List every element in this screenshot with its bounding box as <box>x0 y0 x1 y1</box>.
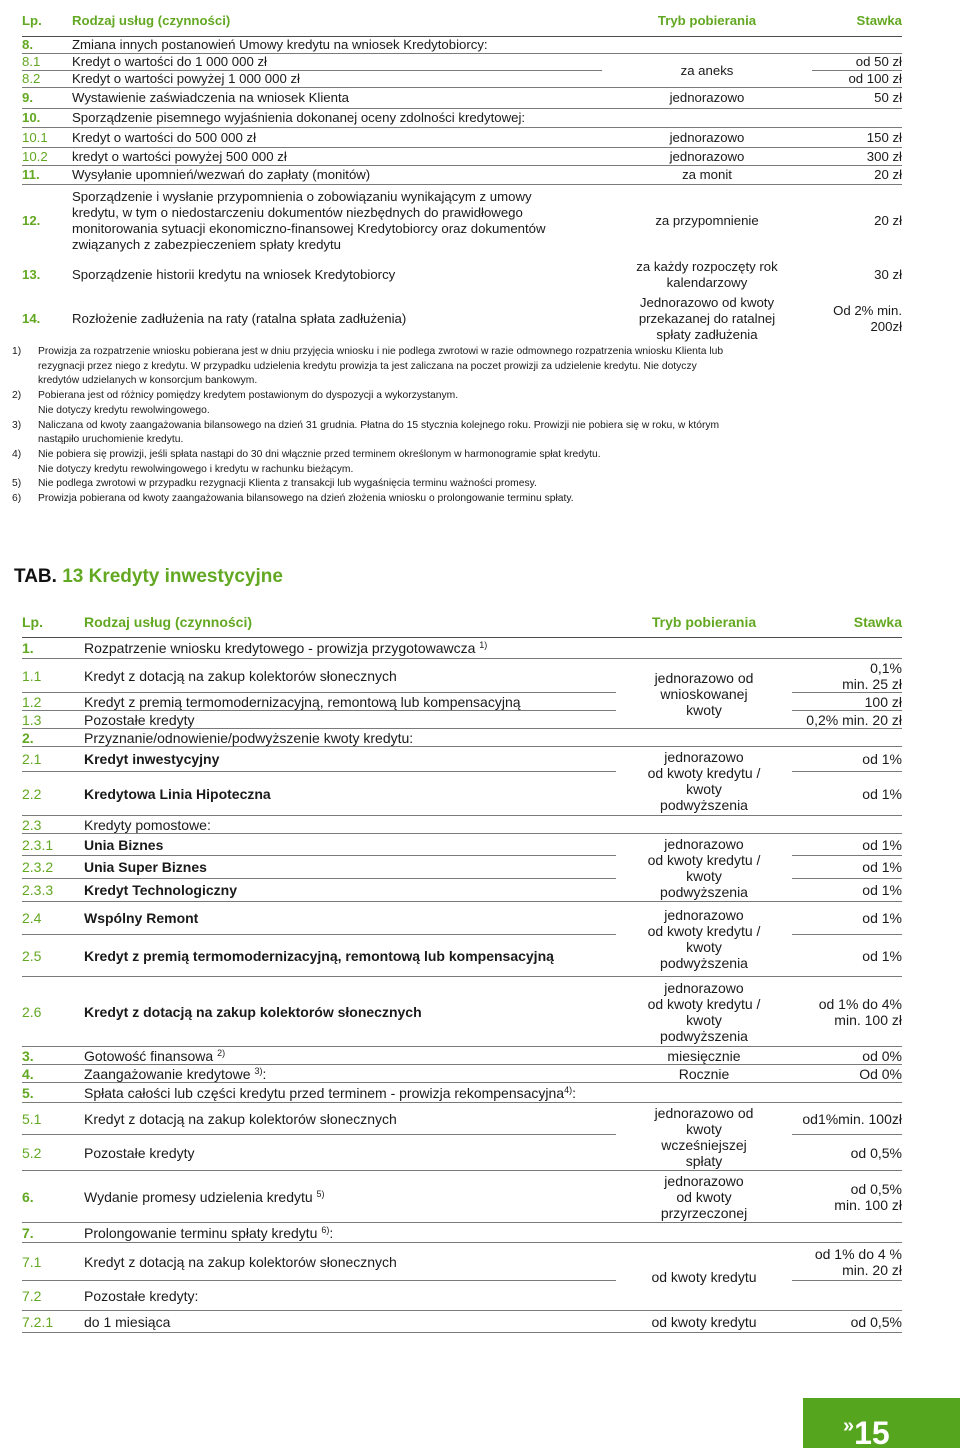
table-row <box>22 88 902 109</box>
table-row <box>22 977 902 1047</box>
row-mode: od kwoty kredytu <box>616 1243 792 1311</box>
row-mode: jednorazowo <box>602 88 812 109</box>
row-rate: od 1% do 4 % min. 20 zł <box>792 1243 902 1281</box>
row-lp: 5. <box>22 1083 84 1103</box>
table-row <box>22 1311 902 1333</box>
table-row <box>22 1243 902 1281</box>
header-lp: Lp. <box>22 611 84 638</box>
table-row <box>22 148 902 166</box>
row-mode: za aneks <box>602 54 812 88</box>
row-desc: Pozostałe kredyty <box>84 1135 616 1171</box>
row-desc: Kredyt z dotacją na zakup kolektorów słonecznych <box>84 1243 616 1281</box>
row-rate: od 50 zł <box>812 54 902 71</box>
row-desc: Zaangażowanie kredytowe $^{3)}$: <box>84 1065 616 1083</box>
row-mode: Rocznie <box>616 1065 792 1083</box>
row-desc: Kredyt z dotacją na zakup kolektorów słonecznych <box>84 1103 616 1135</box>
row-desc: Wydanie promesy udzielenia kredytu $^{5)}$ <box>84 1171 616 1223</box>
row-mode: jednorazowo od kwoty kredytu / kwoty podwyższenia <box>616 977 792 1047</box>
row-desc: Wysyłanie upomnień/wezwań do zapłaty (monitów) <box>72 166 602 185</box>
row-lp: 1.3 <box>22 711 84 729</box>
row-desc: Unia Super Biznes <box>84 856 616 879</box>
row-lp: 5.2 <box>22 1135 84 1171</box>
row-rate: 150 zł <box>812 128 902 148</box>
table-row <box>22 166 902 185</box>
row-lp: 11. <box>22 166 72 185</box>
row-desc: Kredyt z premią termomodernizacyjną, remontową lub kompensacyjną <box>84 935 616 977</box>
table-row <box>22 1047 902 1065</box>
row-desc: Kredyty pomostowe: <box>84 816 902 834</box>
footnote: 2) Pobierana jest od różnicy pomiędzy kredytem postawionym do dyspozycji a wykorzystanym. Nie dotyczy kredytu rewolwingowego. <box>12 390 459 416</box>
row-mode: jednorazowo od kwoty kredytu / kwoty podwyższenia <box>616 902 792 977</box>
row-desc: Kredyt inwestycyjny <box>84 747 616 772</box>
row-rate: od 1% <box>792 902 902 935</box>
row-lp: 3. <box>22 1047 84 1065</box>
row-lp: 6. <box>22 1171 84 1223</box>
row-desc: Wspólny Remont <box>84 902 616 935</box>
row-desc: Spłata całości lub części kredytu przed terminem - prowizja rekompensacyjna$^{4)}$: <box>84 1083 902 1103</box>
row-rate: 20 zł <box>874 212 902 228</box>
row-desc: kredyt o wartości powyżej 500 000 zł <box>72 148 602 166</box>
fees-table-1 <box>22 10 902 345</box>
row-lp: 5.1 <box>22 1103 84 1135</box>
footnote: 6) Prowizja pobierana od kwoty zaangażowania bilansowego na dzień złożenia wniosku o prolongowanie terminu spłaty. <box>12 493 574 505</box>
table-row <box>22 659 902 693</box>
row-desc: Kredyt o wartości do 1 000 000 zł <box>72 54 602 71</box>
row-desc: Unia Biznes <box>84 834 616 856</box>
row-rate: od 0,5% <box>792 1135 902 1171</box>
page-number-badge: »15 <box>803 1398 960 1448</box>
header-rate: Stawka <box>812 10 902 37</box>
row-lp: 2.4 <box>22 902 84 935</box>
row-rate: od 1% <box>792 879 902 902</box>
row-lp: 2.6 <box>22 977 84 1047</box>
row-mode: jednorazowo od kwoty kredytu / kwoty podwyższenia <box>616 747 792 816</box>
row-mode: jednorazowo od wnioskowanej kwoty <box>616 659 792 729</box>
row-lp: 2.3 <box>22 816 84 834</box>
row-desc: Kredyt z dotacją na zakup kolektorów słonecznych <box>84 977 616 1047</box>
table-row <box>22 293 902 345</box>
table-row <box>22 109 902 128</box>
row-lp: 2.3.2 <box>22 856 84 879</box>
row-mode: od kwoty kredytu <box>616 1311 792 1333</box>
row-rate: 50 zł <box>812 88 902 109</box>
row-lp: 7.1 <box>22 1243 84 1281</box>
row-lp: 1.1 <box>22 659 84 693</box>
row-rate: 30 zł <box>874 266 902 282</box>
header-service: Rodzaj usług (czynności) <box>72 10 602 37</box>
row-rate: od 0% <box>792 1047 902 1065</box>
row-lp: 7. <box>22 1223 84 1243</box>
table-row <box>22 37 902 54</box>
table-row <box>22 185 902 257</box>
row-lp: 2.2 <box>22 772 84 816</box>
table-row <box>22 1171 902 1223</box>
row-desc: Rozłożenie zadłużenia na raty (ratalna spłata zadłużenia) <box>72 310 407 326</box>
row-desc: Kredyt z premią termomodernizacyjną, remontową lub kompensacyjną <box>84 693 616 711</box>
row-desc: Zmiana innych postanowień Umowy kredytu na wniosek Kredytobiorcy: <box>72 37 902 54</box>
row-lp: 10. <box>22 109 72 128</box>
table-row <box>22 128 902 148</box>
row-rate: od1%min. 100zł <box>792 1103 902 1135</box>
row-desc: Kredyt z dotacją na zakup kolektorów słonecznych <box>84 659 616 693</box>
row-lp: 9. <box>22 88 72 109</box>
fees-table-2 <box>22 611 902 1333</box>
row-desc: Gotowość finansowa $^{2)}$ <box>84 1047 616 1065</box>
table-row <box>22 1065 902 1083</box>
footnote: 1) Prowizja za rozpatrzenie wniosku pobierana jest w dniu przyjęcia wniosku i nie podlega zwrotowi w razie odmownego rozpatrzenia wniosku Klienta lub rezygnacji przez niego z kredytu. W przypadku udzielenia kredytu prowizja ta jest zaliczana na poczet prowizji za udzielenie kredytu. Nie dotyczy kredytów udzielanych w konsorcjum bankowym. <box>12 346 724 387</box>
table-row <box>22 902 902 935</box>
row-rate: od 0,5% <box>792 1311 902 1333</box>
table-row <box>22 1083 902 1103</box>
row-mode: jednorazowo <box>602 148 812 166</box>
footnote: 4) Nie pobiera się prowizji, jeśli spłata nastąpi do 30 dni włącznie przed terminem określonym w harmonogramie spłat kredytu. Nie dotyczy kredytu rewolwingowego i kredytu w rachunku bieżącym. <box>12 448 601 475</box>
row-desc: do 1 miesiąca <box>84 1311 616 1333</box>
row-rate: od 1% <box>792 856 902 879</box>
row-mode: za każdy rozpoczęty rok kalendarzowy <box>636 258 778 290</box>
row-desc: Sporządzenie i wysłanie przypomnienia o zobowiązaniu wynikającym z umowy kredytu, w tym o niedostarczeniu dokumentów niezbędnych do prawidłowego monitorowania sytuacji ekonomiczno-finansowej Kredytobiorcy oraz dokumentów związanych z zabezpieczeniem spłaty kredytu <box>72 188 546 252</box>
row-rate: Od 0% <box>792 1065 902 1083</box>
row-desc: Rozpatrzenie wniosku kredytowego - prowizja przygotowawcza $^{1)}$ <box>84 638 902 659</box>
table-row <box>22 1223 902 1243</box>
row-desc: Pozostałe kredyty: <box>84 1281 616 1311</box>
row-lp: 7.2 <box>22 1281 84 1311</box>
row-rate: od 1% <box>792 772 902 816</box>
row-rate: od 1% <box>792 834 902 856</box>
header-lp: Lp. <box>22 10 72 37</box>
row-desc: Sporządzenie historii kredytu na wniosek Kredytobiorcy <box>72 266 396 282</box>
row-rate: od 1% do 4% min. 100 zł <box>792 977 902 1047</box>
row-desc: Kredyt o wartości powyżej 1 000 000 zł <box>72 71 602 88</box>
row-desc: Przyznanie/odnowienie/podwyższenie kwoty kredytu: <box>84 729 902 747</box>
table-row <box>22 816 902 834</box>
footnote: 3) Naliczana od kwoty zaangażowania bilansowego na dzień 31 grudnia. Płatna do 15 stycznia kolejnego roku. Prowizji nie pobiera się w roku, w którym nastąpiło uruchomienie kredytu. <box>12 419 720 446</box>
row-rate: 20 zł <box>812 166 902 185</box>
header-mode: Tryb pobierania <box>616 611 792 638</box>
table-row <box>22 834 902 856</box>
row-mode: jednorazowo od kwoty wcześniejszej spłaty <box>616 1103 792 1171</box>
row-rate: od 1% <box>792 747 902 772</box>
table-row <box>22 54 902 71</box>
row-mode: miesięcznie <box>616 1047 792 1065</box>
section-heading: TAB. 13 Kredyty inwestycyjne <box>14 566 283 587</box>
table-header <box>22 611 902 638</box>
row-rate: 0,1% min. 25 zł <box>792 659 902 693</box>
row-lp: 2.3.1 <box>22 834 84 856</box>
footnote: 5) Nie podlega zwrotowi w przypadku rezygnacji Klienta z transakcji lub wygaśnięcia terminu ważności promesy. <box>12 478 537 490</box>
row-desc: Prolongowanie terminu spłaty kredytu $^{6)}$: <box>84 1223 902 1243</box>
footnotes <box>12 345 900 507</box>
table-row <box>22 257 902 293</box>
row-rate: Od 2% min. 200zł <box>833 302 902 334</box>
row-mode: jednorazowo od kwoty przyrzeczonej <box>616 1171 792 1223</box>
row-lp: 13. <box>22 266 41 282</box>
row-lp: 2. <box>22 729 84 747</box>
row-rate: od 1% <box>792 935 902 977</box>
row-rate: od 0,5% min. 100 zł <box>792 1171 902 1223</box>
row-mode: za przypomnienie <box>655 212 759 228</box>
table-row <box>22 747 902 772</box>
row-lp: 4. <box>22 1065 84 1083</box>
row-lp: 10.2 <box>22 148 72 166</box>
row-lp: 8.2 <box>22 71 72 88</box>
row-lp: 14. <box>22 310 41 326</box>
row-lp: 2.1 <box>22 747 84 772</box>
row-desc: Kredytowa Linia Hipoteczna <box>84 772 616 816</box>
row-desc: Wystawienie zaświadczenia na wniosek Klienta <box>72 88 602 109</box>
row-desc: Kredyt o wartości do 500 000 zł <box>72 128 602 148</box>
header-rate: Stawka <box>792 611 902 638</box>
row-lp: 1.2 <box>22 693 84 711</box>
row-lp: 10.1 <box>22 128 72 148</box>
row-rate: 100 zł <box>792 693 902 711</box>
table-row <box>22 1103 902 1135</box>
row-rate: od 100 zł <box>812 71 902 88</box>
row-desc: Pozostałe kredyty <box>84 711 616 729</box>
header-mode: Tryb pobierania <box>602 10 812 37</box>
row-lp: 1. <box>22 638 84 659</box>
row-rate: 0,2% min. 20 zł <box>792 711 902 729</box>
row-lp: 8.1 <box>22 54 72 71</box>
table-row <box>22 729 902 747</box>
row-lp: 12. <box>22 212 41 228</box>
row-rate: 300 zł <box>812 148 902 166</box>
row-lp: 2.3.3 <box>22 879 84 902</box>
row-mode: za monit <box>602 166 812 185</box>
header-service: Rodzaj usług (czynności) <box>84 611 616 638</box>
row-mode: jednorazowo od kwoty kredytu / kwoty podwyższenia <box>616 834 792 902</box>
table-row <box>22 638 902 659</box>
row-mode: Jednorazowo od kwoty przekazanej do ratalnej spłaty zadłużenia <box>638 294 776 342</box>
row-lp: 8. <box>22 37 72 54</box>
row-desc: Sporządzenie pisemnego wyjaśnienia dokonanej oceny zdolności kredytowej: <box>72 109 902 128</box>
table-header <box>22 10 902 37</box>
row-lp: 2.5 <box>22 935 84 977</box>
row-lp: 7.2.1 <box>22 1311 84 1333</box>
row-mode: jednorazowo <box>602 128 812 148</box>
row-desc: Kredyt Technologiczny <box>84 879 616 902</box>
